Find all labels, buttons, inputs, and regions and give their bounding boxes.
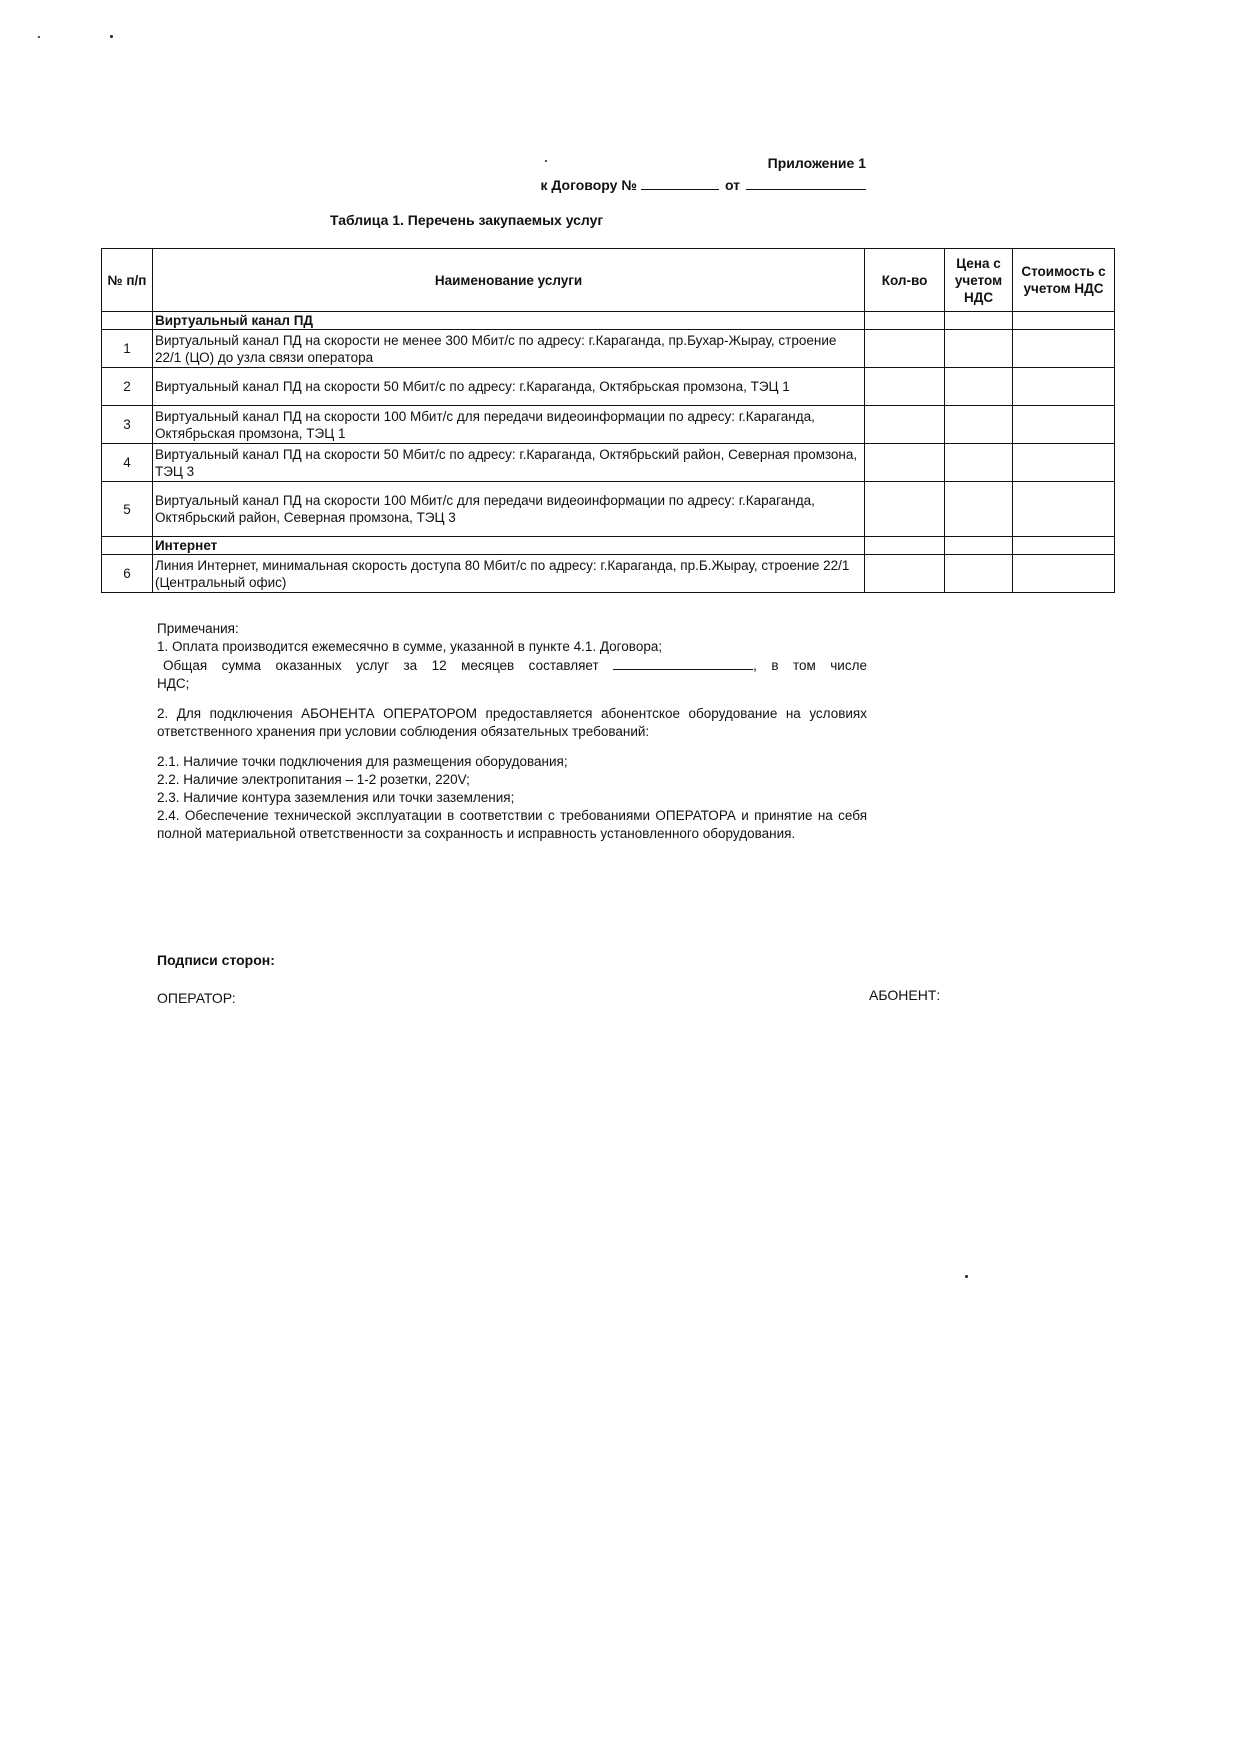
- contract-number-label: к Договору №: [540, 177, 637, 193]
- cost-cell: [1013, 444, 1115, 482]
- service-name: Линия Интернет, минимальная скорость доступа 80 Мбит/с по адресу: г.Караганда, пр.Б.Жырау, строение 22/1 (Центральный офис): [152, 555, 864, 593]
- header-qty: Кол-во: [865, 249, 945, 312]
- service-name: Виртуальный канал ПД на скорости 50 Мбит/с по адресу: г.Караганда, Октябрьская промзона, ТЭЦ 1: [152, 368, 864, 406]
- note-1-sum-prefix: Общая сумма оказанных услуг за 12 месяцев составляет: [163, 658, 599, 673]
- note-2-4: 2.4. Обеспечение технической эксплуатации в соответствии с требованиями ОПЕРАТОРА и принятие на себя полной материальной ответственности за сохранность и исправность установленного оборудования.: [157, 808, 867, 841]
- table-row: [102, 368, 1115, 406]
- cost-cell: [1013, 555, 1115, 593]
- service-name: Виртуальный канал ПД на скорости не менее 300 Мбит/с по адресу: г.Караганда, пр.Бухар-Жырау, строение 22/1 (ЦО) до узла связи оператора: [152, 330, 864, 368]
- sum-blank: [613, 656, 753, 670]
- table-cell: [102, 537, 153, 555]
- group-label: Интернет: [152, 537, 864, 555]
- qty-cell: [865, 482, 945, 537]
- header-price: Цена с учетом НДС: [945, 249, 1013, 312]
- subscriber-label: АБОНЕНТ:: [869, 987, 941, 1003]
- table-group-row: [102, 312, 1115, 330]
- cost-cell: [1013, 482, 1115, 537]
- cost-cell: [1013, 368, 1115, 406]
- header-num: № п/п: [102, 249, 153, 312]
- contract-date-label: от: [724, 177, 740, 193]
- group-label: Виртуальный канал ПД: [152, 312, 864, 330]
- header-name: Наименование услуги: [152, 249, 864, 312]
- table-row: [102, 444, 1115, 482]
- note-1-sum-suffix: , в том числе: [753, 658, 867, 673]
- note-2-1: 2.1. Наличие точки подключения для размещения оборудования;: [157, 754, 568, 769]
- spacer: [157, 741, 867, 753]
- qty-cell: [865, 330, 945, 368]
- note-2-3: 2.3. Наличие контура заземления или точки заземления;: [157, 790, 515, 805]
- table-cell: [102, 312, 153, 330]
- operator-label: ОПЕРАТОР:: [157, 990, 236, 1006]
- qty-cell: [865, 444, 945, 482]
- table-cell: [1013, 537, 1115, 555]
- table-title: Таблица 1. Перечень закупаемых услуг: [330, 212, 604, 228]
- table-cell: [865, 312, 945, 330]
- notes-section: [157, 620, 867, 843]
- table-row: [102, 482, 1115, 537]
- services-table: [101, 248, 1115, 593]
- scan-speck: [965, 1275, 968, 1278]
- row-number: 2: [102, 368, 153, 406]
- table-row: [102, 555, 1115, 593]
- header-cost: Стоимость с учетом НДС: [1013, 249, 1115, 312]
- price-cell: [945, 555, 1013, 593]
- row-number: 1: [102, 330, 153, 368]
- cost-cell: [1013, 330, 1115, 368]
- row-number: 3: [102, 406, 153, 444]
- note-2: 2. Для подключения АБОНЕНТА ОПЕРАТОРОМ предоставляется абонентское оборудование на условиях ответственного хранения при условии соблюдения обязательных требований:: [157, 706, 867, 739]
- appendix-label: Приложение 1: [767, 155, 866, 171]
- qty-cell: [865, 406, 945, 444]
- signatures-title: Подписи сторон:: [157, 952, 275, 968]
- table-cell: [945, 537, 1013, 555]
- table-row: [102, 330, 1115, 368]
- cost-cell: [1013, 406, 1115, 444]
- contract-date-blank: [746, 175, 866, 190]
- price-cell: [945, 444, 1013, 482]
- table-cell: [865, 537, 945, 555]
- note-2-2: 2.2. Наличие электропитания – 1-2 розетки, 220V;: [157, 772, 470, 787]
- row-number: 4: [102, 444, 153, 482]
- row-number: 5: [102, 482, 153, 537]
- table-cell: [1013, 312, 1115, 330]
- price-cell: [945, 368, 1013, 406]
- note-1: 1. Оплата производится ежемесячно в сумме, указанной в пункте 4.1. Договора;: [157, 639, 663, 654]
- appendix-header: [541, 152, 866, 196]
- price-cell: [945, 330, 1013, 368]
- table-group-row: [102, 537, 1115, 555]
- notes-title: Примечания:: [157, 621, 239, 636]
- price-cell: [945, 406, 1013, 444]
- spacer: [157, 693, 867, 705]
- contract-reference: [541, 174, 866, 196]
- table-row: [102, 406, 1115, 444]
- scan-speck: [110, 35, 113, 38]
- service-name: Виртуальный канал ПД на скорости 100 Мбит/с для передачи видеоинформации по адресу: г.Караганда, Октябрьская промзона, ТЭЦ 1: [152, 406, 864, 444]
- note-1-sum: [157, 656, 867, 675]
- row-number: 6: [102, 555, 153, 593]
- service-name: Виртуальный канал ПД на скорости 50 Мбит/с по адресу: г.Караганда, Октябрьский район, Северная промзона, ТЭЦ 3: [152, 444, 864, 482]
- price-cell: [945, 482, 1013, 537]
- scan-speck: [38, 36, 40, 38]
- note-1-vat: НДС;: [157, 676, 190, 691]
- table-header-row: [102, 249, 1115, 312]
- service-name: Виртуальный канал ПД на скорости 100 Мбит/с для передачи видеоинформации по адресу: г.Караганда, Октябрьский район, Северная промзона, ТЭЦ 3: [152, 482, 864, 537]
- qty-cell: [865, 555, 945, 593]
- table-cell: [945, 312, 1013, 330]
- contract-number-blank: [641, 175, 719, 190]
- qty-cell: [865, 368, 945, 406]
